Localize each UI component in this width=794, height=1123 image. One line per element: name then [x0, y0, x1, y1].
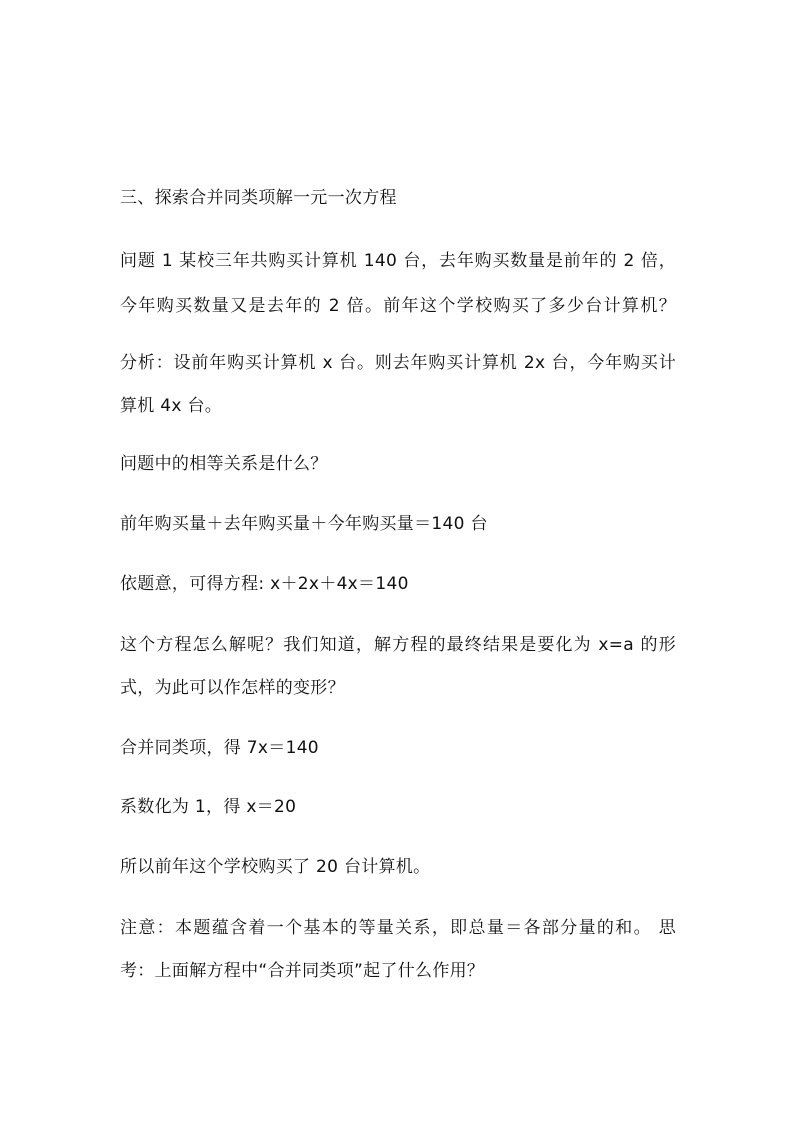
- analysis-text-line-2: 算机 4x 台。: [120, 396, 223, 416]
- problem-text-line-1: 问题 1 某校三年共购买计算机 140 台，去年购买数量是前年的 2 倍，: [120, 251, 676, 271]
- note-text-line-2: 考：上面解方程中“合并同类项”起了什么作用？: [120, 961, 485, 981]
- analysis-text-line-1: 分析：设前年购买计算机 x 台。则去年购买计算机 2x 台，今年购买计: [120, 353, 676, 373]
- conclusion-text: 所以前年这个学校购买了 20 台计算机。: [120, 857, 431, 877]
- question-text: 问题中的相等关系是什么？: [120, 454, 328, 474]
- equation-text: 依题意，可得方程: x＋2x＋4x＝140: [120, 574, 409, 594]
- problem-text-line-2: 今年购买数量又是去年的 2 倍。前年这个学校购买了多少台计算机？: [120, 296, 676, 316]
- step-coefficient-to-one: 系数化为 1，得 x＝20: [120, 797, 297, 817]
- relation-text: 前年购买量＋去年购买量＋今年购买量＝140 台: [120, 514, 488, 534]
- solve-text-line-2: 式，为此可以作怎样的变形？: [120, 678, 345, 698]
- section-heading: 三、探索合并同类项解一元一次方程: [120, 188, 397, 208]
- note-text-line-1: 注意：本题蕴含着一个基本的等量关系，即总量＝各部分量的和。 思: [120, 918, 676, 938]
- step-combine-like-terms: 合并同类项，得 7x＝140: [120, 738, 319, 758]
- solve-text-line-1: 这个方程怎么解呢？我们知道，解方程的最终结果是要化为 x=a 的形: [120, 635, 676, 655]
